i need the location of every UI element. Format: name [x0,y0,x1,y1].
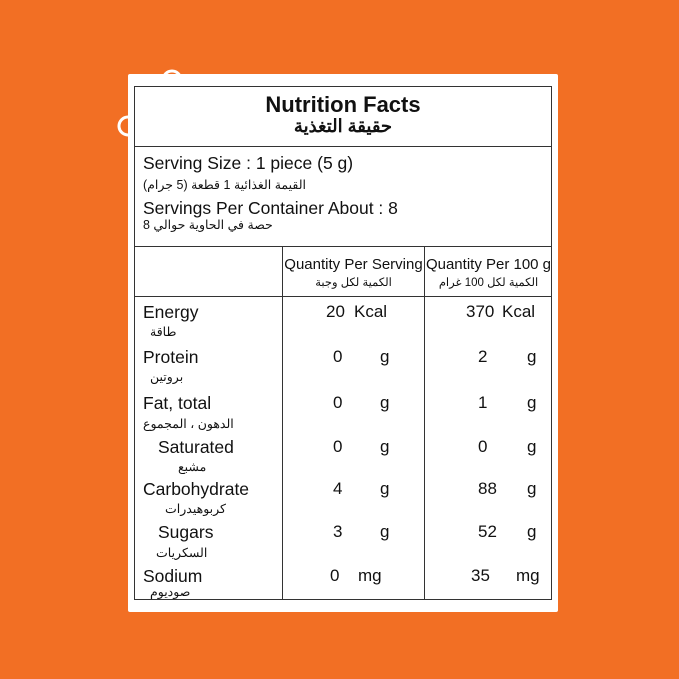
nutrient-name: Sodium [143,566,203,586]
nutrient-name-arabic: السكريات [156,546,208,560]
nutrient-name: Protein [143,347,199,367]
header-per-100g: Quantity Per 100 g [425,256,552,273]
per100-value: 52 [478,522,497,541]
servings-per-container-arabic: حصة في الحاوية حوالي 8 [143,218,273,232]
title-divider [134,146,552,147]
per100-unit: g [527,522,537,541]
per100-value: 0 [478,437,488,456]
servings-per-container: Servings Per Container About : 8 [143,198,398,218]
serving-size-arabic: القيمة الغذائية 1 قطعة (5 جرام) [143,178,307,192]
header-per-serving: Quantity Per Serving [284,256,423,273]
nutrient-name-arabic: بروتين [150,370,184,384]
serving-value: 20 [326,302,345,321]
serving-size: Serving Size : 1 piece (5 g) [143,153,354,173]
serving-unit: Kcal [354,302,388,321]
serving-value: 0 [333,437,343,456]
serving-unit: g [380,479,390,498]
nutrient-name-arabic: صوديوم [150,585,191,599]
nutrient-name-arabic: مشبع [178,460,207,474]
per100-value: 370 [466,302,495,321]
nutrient-name: Energy [143,302,199,322]
per100-unit: g [527,393,537,412]
column-divider-2 [424,246,425,600]
serving-value: 4 [333,479,343,498]
serving-unit: g [380,437,390,456]
serving-unit: g [380,393,390,412]
serving-value: 0 [330,566,340,585]
per100-value: 1 [478,393,488,412]
per100-value: 2 [478,347,488,366]
per100-value: 35 [471,566,490,585]
per100-unit: Kcal [502,302,536,321]
header-divider [134,296,552,297]
header-per-serving-arabic: الكمية لكل وجبة [315,277,392,289]
per100-unit: g [527,479,537,498]
nutrient-name-arabic: الدهون ، المجموع [143,417,234,431]
nutrient-name-arabic: كربوهيدرات [165,502,226,516]
serving-value: 0 [333,347,343,366]
per100-value: 88 [478,479,497,498]
per100-unit: mg [516,566,540,585]
serving-value: 3 [333,522,343,541]
label-title-arabic: حقيقة التغذية [293,116,393,136]
serving-unit: mg [358,566,382,585]
nutrient-name: Carbohydrate [143,479,250,499]
serving-unit: g [380,347,390,366]
nutrient-name: Sugars [158,522,214,542]
label-title: Nutrition Facts [265,92,421,117]
per100-unit: g [527,437,537,456]
column-divider-1 [282,246,283,600]
serving-unit: g [380,522,390,541]
per100-unit: g [527,347,537,366]
serving-value: 0 [333,393,343,412]
serving-divider [134,246,552,247]
nutrient-name: Fat, total [143,393,212,413]
nutrient-name: Saturated [158,437,234,457]
header-per-100g-arabic: الكمية لكل 100 غرام [438,277,539,289]
nutrient-name-arabic: طاقة [150,325,177,339]
